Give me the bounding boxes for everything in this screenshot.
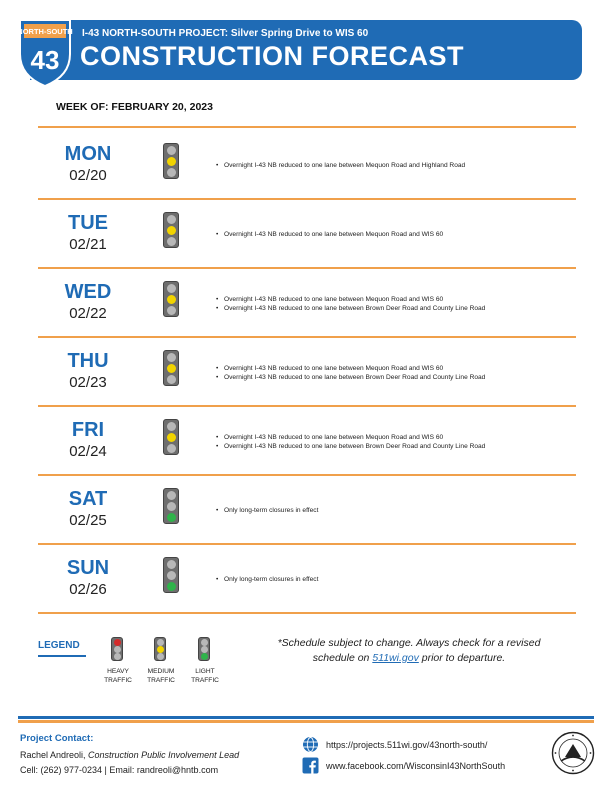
footer-rule-orange [18, 720, 594, 723]
logo-number: 43 [30, 45, 60, 75]
facebook-link-row[interactable] [302, 757, 505, 774]
closure-notes [216, 338, 576, 407]
traffic-light-bulb [201, 639, 208, 646]
traffic-light-bulb [201, 653, 208, 660]
day-date: 02/25 [69, 512, 107, 529]
legend-label-line2: TRAFFIC [191, 677, 219, 684]
day-name: THU [67, 350, 109, 372]
closure-notes [216, 476, 576, 545]
traffic-light-bulb [201, 646, 208, 653]
globe-icon [302, 736, 319, 753]
facebook-icon [302, 757, 319, 774]
contact-name-line [20, 750, 239, 760]
traffic-light-bulb [167, 571, 176, 580]
day-row [38, 131, 576, 200]
schedule-note-line1: *Schedule subject to change. Always check for a revised [277, 637, 541, 649]
day-date: 02/26 [69, 581, 107, 598]
legend-label [185, 667, 225, 685]
traffic-light-bulb [167, 284, 176, 293]
traffic-light-bulb [167, 375, 176, 384]
traffic-light-bulb [167, 560, 176, 569]
traffic-light-bulb [167, 513, 176, 522]
day-row [38, 407, 576, 476]
contact-name: Rachel Andreoli, [20, 750, 89, 760]
closure-notes [216, 131, 576, 200]
traffic-light-bulb [167, 237, 176, 246]
traffic-light-bulb [167, 364, 176, 373]
i43-shield-logo [14, 14, 76, 88]
traffic-light-bulb [167, 146, 176, 155]
legend-item-heavy [98, 637, 138, 685]
traffic-light-icon [163, 281, 179, 317]
legend-item-medium [141, 637, 181, 685]
closure-note: • Overnight I-43 NB reduced to one lane between Mequon Road and WIS 60 [216, 364, 576, 373]
closure-notes [216, 269, 576, 338]
traffic-light-icon [163, 350, 179, 386]
traffic-light-icon [163, 212, 179, 248]
closure-note: • Overnight I-43 NB reduced to one lane between Brown Deer Road and County Line Road [216, 304, 576, 313]
day-date: 02/21 [69, 236, 107, 253]
traffic-light-icon [163, 557, 179, 593]
closure-note: • Overnight I-43 NB reduced to one lane between Brown Deer Road and County Line Road [216, 442, 576, 451]
traffic-light-bulb [167, 157, 176, 166]
traffic-light-bulb [167, 306, 176, 315]
week-of-label: WEEK OF: FEBRUARY 20, 2023 [56, 101, 213, 113]
legend-underline [38, 655, 86, 657]
day-name: WED [64, 281, 112, 303]
closure-notes [216, 545, 576, 614]
day-row [38, 545, 576, 614]
closure-note: • Overnight I-43 NB reduced to one lane between Mequon Road and WIS 60 [216, 433, 576, 442]
schedule-note [244, 636, 574, 666]
day-name: MON [64, 143, 112, 165]
traffic-light-bulb [167, 353, 176, 362]
project-subtitle: I-43 NORTH-SOUTH PROJECT: Silver Spring Drive to WIS 60 [82, 28, 369, 39]
traffic-light-bulb [167, 422, 176, 431]
contact-heading: Project Contact: [20, 733, 94, 744]
closure-note: • Only long-term closures in effect [216, 575, 576, 584]
traffic-light-bulb [157, 653, 164, 660]
closure-note: • Overnight I-43 NB reduced to one lane between Mequon Road and WIS 60 [216, 295, 576, 304]
legend-item-light [185, 637, 225, 685]
day-row [38, 200, 576, 269]
traffic-light-bulb [114, 653, 121, 660]
schedule-post: prior to departure. [418, 652, 506, 664]
schedule-pre: schedule on [312, 652, 373, 664]
contact-phone-email: Cell: (262) 977-0234 | Email: randreoli@hntb.com [20, 765, 219, 775]
day-name: SUN [66, 557, 110, 579]
traffic-light-bulb [114, 639, 121, 646]
closure-note: • Only long-term closures in effect [216, 506, 576, 515]
traffic-light-bulb [167, 502, 176, 511]
website-link[interactable]: https://projects.511wi.gov/43north-south/ [326, 739, 488, 750]
page-title: CONSTRUCTION FORECAST [80, 41, 464, 71]
day-name: TUE [68, 212, 108, 234]
row-divider [38, 126, 576, 128]
day-date: 02/24 [69, 443, 107, 460]
day-name: FRI [71, 419, 105, 441]
traffic-light-bulb [157, 646, 164, 653]
legend-label-line1: HEAVY [107, 668, 129, 675]
day-row [38, 338, 576, 407]
day-date: 02/22 [69, 305, 107, 322]
contact-role: Construction Public Involvement Lead [88, 750, 240, 760]
day-date: 02/20 [69, 167, 107, 184]
closure-notes [216, 200, 576, 269]
day-row [38, 476, 576, 545]
legend-title: LEGEND [38, 640, 80, 651]
legend-label-line2: TRAFFIC [104, 677, 132, 684]
511wi-link[interactable]: 511wi.gov [372, 652, 419, 664]
closure-note: • Overnight I-43 NB reduced to one lane between Mequon Road and WIS 60 [216, 230, 576, 239]
legend-label-line1: MEDIUM [147, 668, 175, 675]
traffic-light-bulb [167, 168, 176, 177]
traffic-light-icon [198, 637, 210, 661]
wisdot-seal-logo [551, 731, 595, 775]
legend-label [141, 667, 181, 685]
website-link-row[interactable] [302, 736, 487, 753]
traffic-light-bulb [167, 215, 176, 224]
traffic-light-icon [154, 637, 166, 661]
facebook-link[interactable]: www.facebook.com/WisconsinI43NorthSouth [326, 760, 506, 771]
day-name: SAT [68, 488, 108, 510]
closure-notes [216, 407, 576, 476]
traffic-light-icon [163, 419, 179, 455]
traffic-light-bulb [157, 639, 164, 646]
schedule-note-line2 [244, 651, 574, 666]
legend-label [98, 667, 138, 685]
traffic-light-icon [163, 143, 179, 179]
traffic-light-icon [111, 637, 123, 661]
traffic-light-bulb [114, 646, 121, 653]
footer-rule-blue [18, 716, 594, 719]
day-row [38, 269, 576, 338]
traffic-light-icon [163, 488, 179, 524]
traffic-light-bulb [167, 582, 176, 591]
traffic-light-bulb [167, 295, 176, 304]
legend-label-line2: TRAFFIC [147, 677, 175, 684]
closure-note: • Overnight I-43 NB reduced to one lane between Mequon Road and Highland Road [216, 161, 576, 170]
closure-note: • Overnight I-43 NB reduced to one lane between Brown Deer Road and County Line Road [216, 373, 576, 382]
traffic-light-bulb [167, 433, 176, 442]
traffic-light-bulb [167, 226, 176, 235]
logo-top-text: NORTH-SOUTH [17, 27, 73, 36]
traffic-light-bulb [167, 491, 176, 500]
day-date: 02/23 [69, 374, 107, 391]
traffic-light-bulb [167, 444, 176, 453]
legend-label-line1: LIGHT [195, 668, 215, 675]
row-divider [38, 612, 576, 614]
